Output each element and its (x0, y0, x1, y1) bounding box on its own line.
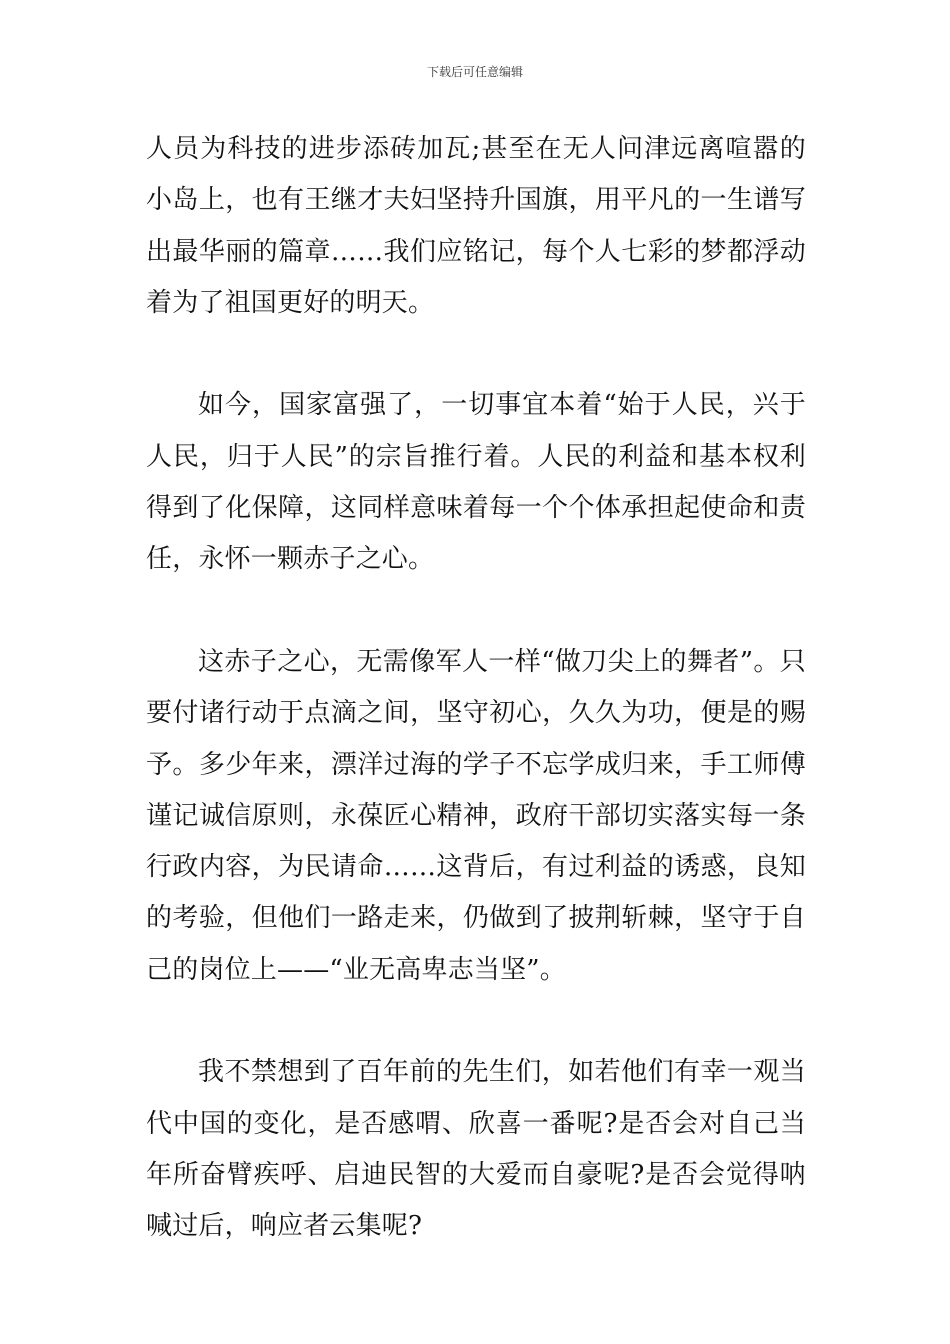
paragraph-gap (146, 996, 806, 1047)
paragraph-loyal-heart: 这赤子之心，无需像军人一样“做刀尖上的舞者”。只要付诸行动于点滴之间，坚守初心，久久为功，便是的赐予。多少年来，漂洋过海的学子不忘学成归来，手工师傅谨记诚信原则，永葆匠心精神，政府干部切实落实每一条行政内容，为民请命……这背后，有过利益的诱惑，良知的考验，但他们一路走来，仍做到了披荆斩棘，坚守于自己的岗位上——“业无高卑志当坚”。 (146, 646, 806, 985)
paragraph-gap (146, 329, 806, 380)
paragraph-people: 如今，国家富强了，一切事宜本着“始于人民，兴于人民，归于人民”的宗旨推行着。人民的利益和基本权利得到了化保障，这同样意味着每一个个体承担起使命和责任，永怀一颗赤子之心。 (146, 390, 806, 575)
paragraph-continuation: 人员为科技的进步添砖加瓦;甚至在无人问津远离喧嚣的小岛上，也有王继才夫妇坚持升国旗，用平凡的一生谱写出最华丽的篇章……我们应铭记，每个人七彩的梦都浮动着为了祖国更好的明天。 (146, 134, 806, 318)
paragraph-predecessors: 我不禁想到了百年前的先生们，如若他们有幸一观当代中国的变化，是否感喟、欣喜一番呢?是否会对自己当年所奋臂疾呼、启迪民智的大爱而自豪呢?是否会觉得呐喊过后，响应者云集呢? (146, 1057, 806, 1242)
page-header: 下载后可任意编辑 (426, 65, 523, 79)
paragraph-gap (146, 586, 806, 637)
document-body (146, 124, 806, 1253)
